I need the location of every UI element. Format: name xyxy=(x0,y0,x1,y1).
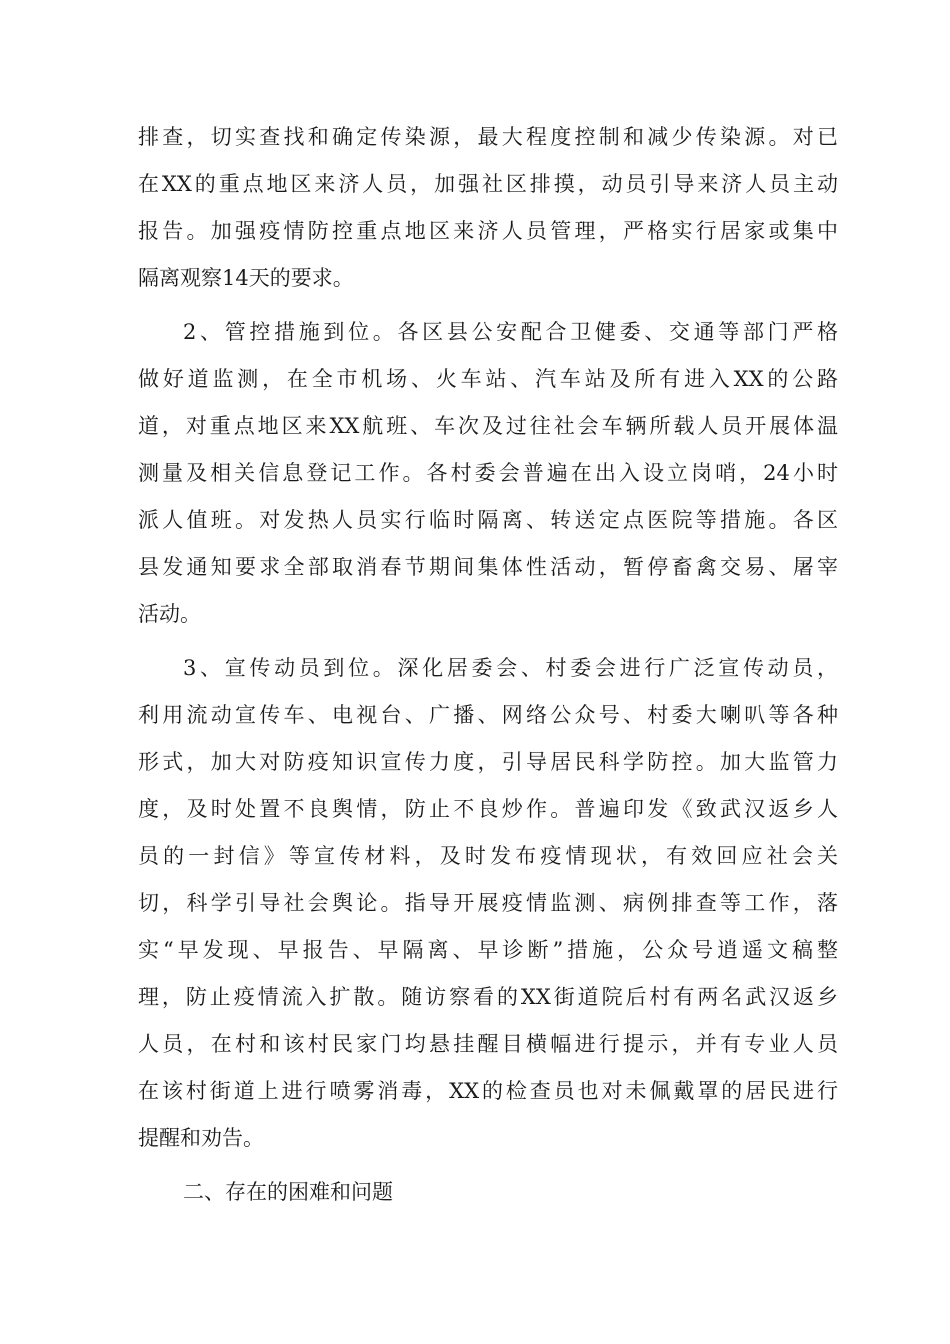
paragraph-1-line-1: 排查，切实查找和确定传染源，最大程度控制和减少传染源。对已 xyxy=(138,125,838,149)
paragraph-3-line-1: 3、宣传动员到位。深化居委会、村委会进行广泛宣传动员， xyxy=(183,656,838,680)
paragraph-1-line-4: 隔离观察14天的要求。 xyxy=(138,266,354,290)
paragraph-2-line-2: 做好道监测，在全市机场、火车站、汽车站及所有进入XX的公路 xyxy=(138,367,838,391)
paragraph-3-line-8: 理，防止疫情流入扩散。随访察看的XX街道院后村有两名武汉返乡 xyxy=(138,985,838,1009)
section-heading: 二、存在的困难和问题 xyxy=(183,1180,393,1204)
paragraph-1-line-2: 在XX的重点地区来济人员，加强社区排摸，动员引导来济人员主动 xyxy=(138,172,838,196)
paragraph-3-line-2: 利用流动宣传车、电视台、广播、网络公众号、村委大喇叭等各种 xyxy=(138,703,838,727)
paragraph-2-line-6: 县发通知要求全部取消春节期间集体性活动，暂停畜禽交易、屠宰 xyxy=(138,555,838,579)
paragraph-2-line-5: 派人值班。对发热人员实行临时隔离、转送定点医院等措施。各区 xyxy=(138,508,838,532)
paragraph-3-line-7: 实“早发现、早报告、早隔离、早诊断”措施，公众号逍遥文稿整 xyxy=(138,938,838,962)
paragraph-1-line-3: 报告。加强疫情防控重点地区来济人员管理，严格实行居家或集中 xyxy=(138,219,838,243)
paragraph-3-line-6: 切，科学引导社会舆论。指导开展疫情监测、病例排查等工作，落 xyxy=(138,891,838,915)
paragraph-3-line-9: 人员，在村和该村民家门均悬挂醒目横幅进行提示，并有专业人员 xyxy=(138,1032,838,1056)
paragraph-2-line-3: 道，对重点地区来XX航班、车次及过往社会车辆所载人员开展体温 xyxy=(138,414,838,438)
paragraph-2-line-1: 2、管控措施到位。各区县公安配合卫健委、交通等部门严格 xyxy=(183,320,838,344)
paragraph-3-line-4: 度，及时处置不良舆情，防止不良炒作。普遍印发《致武汉返乡人 xyxy=(138,797,838,821)
paragraph-2-line-7: 活动。 xyxy=(138,602,201,626)
paragraph-3-line-11: 提醒和劝告。 xyxy=(138,1126,264,1150)
paragraph-3-line-10: 在该村街道上进行喷雾消毒，XX的检查员也对未佩戴罩的居民进行 xyxy=(138,1079,838,1103)
paragraph-3-line-5: 员的一封信》等宣传材料，及时发布疫情现状，有效回应社会关 xyxy=(138,844,838,868)
paragraph-3-line-3: 形式，加大对防疫知识宣传力度，引导居民科学防控。加大监管力 xyxy=(138,750,838,774)
paragraph-2-line-4: 测量及相关信息登记工作。各村委会普遍在出入设立岗哨，24小时 xyxy=(138,461,838,485)
